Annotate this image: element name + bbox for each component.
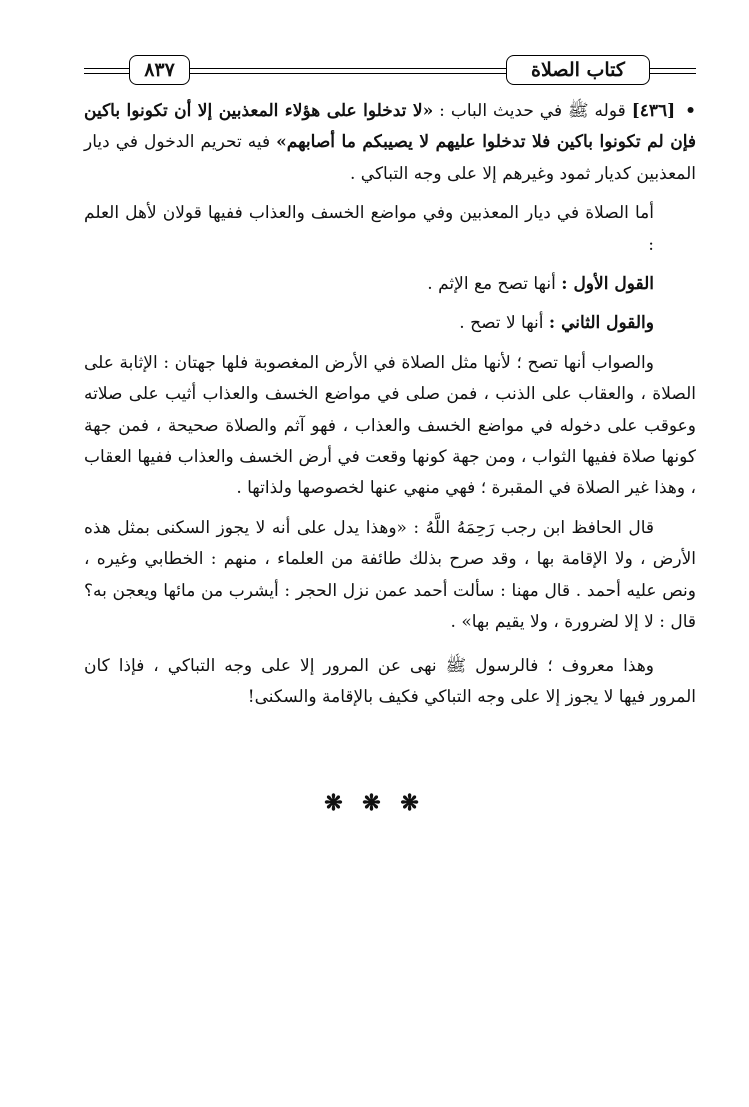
bullet-icon: • — [685, 101, 697, 121]
opinion-two — [84, 308, 696, 339]
hadith-number: [٤٣٦] — [631, 101, 676, 121]
opinion-two-label: والقول الثاني : — [548, 313, 654, 334]
paragraph-conclusion: وهذا معروف ؛ فالرسول ﷺ نهى عن المرور إلا على وجه التباكي ، فإذا كان المرور فيها لا يجوز إلا على وجه التباكي فكيف بالإقامة والسكنى! — [84, 655, 696, 707]
page-number: ٨٣٧ — [129, 55, 190, 85]
opinion-one — [84, 269, 696, 300]
page-body — [84, 96, 696, 713]
hadith-quote: «لا تدخلوا على هؤلاء المعذبين إلا أن تكونوا باكين فإن لم تكونوا باكين فلا تدخلوا عليهم لا يصيبكم ما أصابهم» — [84, 101, 697, 153]
header-rule — [650, 73, 696, 74]
paragraph-ibn-rajab: قال الحافظ ابن رجب رَحِمَهُ اللَّهُ : «وهذا يدل على أنه لا يجوز السكنى بمثل هذه الأرض ، ولا الإقامة بها ، وقد صرح بذلك طائفة من العلماء ، منهم : الخطابي وغيره ، ونص عليه أحمد . قال مهنا : سألت أحمد عمن نزل الحجر : أيشرب من مائها ويعجن به؟ قال : لا إلا لضرورة ، ولا يقيم بها» . — [84, 517, 696, 633]
paragraph-hadith — [84, 96, 696, 190]
hadith-lead: قوله ﷺ في حديث الباب : — [439, 101, 626, 121]
section-separator: ❋ ❋ ❋ — [324, 790, 425, 816]
opinion-two-text: أنها لا تصح . — [459, 313, 544, 334]
header-rule — [650, 68, 696, 69]
hadith-commentary: فيه تحريم الدخول في ديار المعذبين كديار ثمود وغيرهم إلا على وجه التباكي . — [84, 132, 696, 184]
header-rule — [190, 68, 506, 69]
header-rule — [84, 73, 129, 74]
header-rule — [84, 68, 129, 69]
paragraph-two-opinions: أما الصلاة في ديار المعذبين وفي مواضع الخسف والعذاب ففيها قولان لأهل العلم : — [84, 203, 654, 255]
opinion-one-text: أنها تصح مع الإثم . — [427, 274, 556, 295]
paragraph-correct-view: والصواب أنها تصح ؛ لأنها مثل الصلاة في الأرض المغصوبة فلها جهتان : الإثابة على الصلاة ، والعقاب على الذنب ، فمن صلى في مواضع الخسف والعذاب أثيب على صلاته وعوقب على دخوله في مواضع الخسف والعذاب ، فهو آثم والصلاة صحيحة ، فمن جهة كونها صلاة ففيها الثواب ، ومن جهة كونها وقعت في أرض الخسف والعذاب ففيها العقاب ، وهذا غير الصلاة في المقبرة ؛ فهي منهي عنها لخصوصها ولذاتها . — [84, 352, 696, 499]
header-rule — [190, 73, 506, 74]
opinion-one-label: القول الأول : — [561, 274, 654, 295]
book-title: كتاب الصلاة — [506, 55, 650, 85]
